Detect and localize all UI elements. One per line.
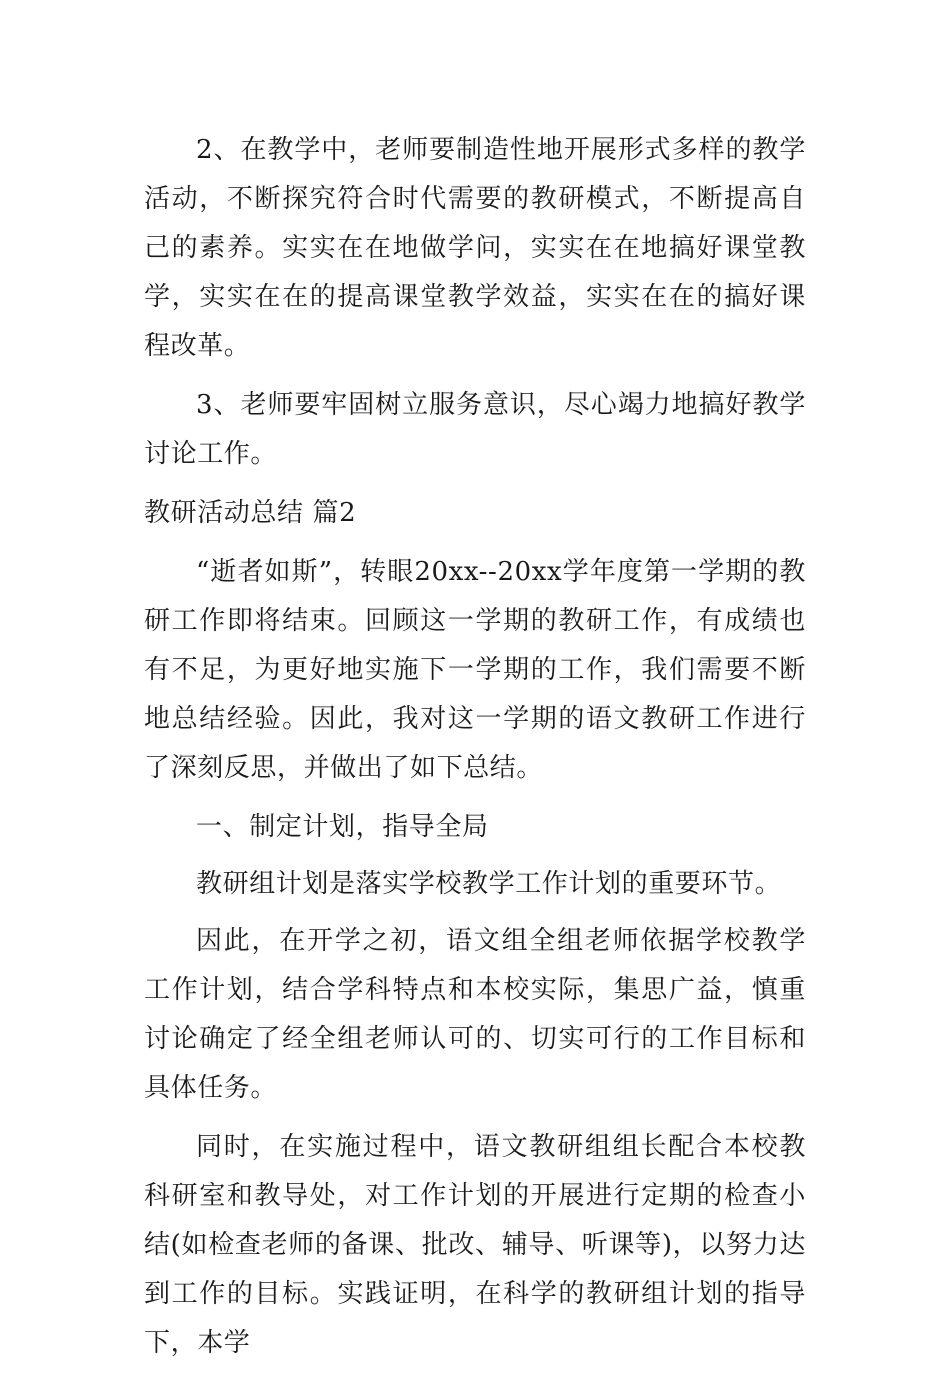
paragraph-item-2: 2、在教学中，老师要制造性地开展形式多样的教学活动，不断探究符合时代需要的教研模式，不断提高自己的素养。实实在在地做学问，实实在在地搞好课堂教学，实实在在的提高课堂教学效益，实实在在的搞好课程改革。 xyxy=(144,135,806,361)
paragraph-plan-importance: 教研组计划是落实学校教学工作计划的重要环节。 xyxy=(196,869,782,899)
subheading-plan: 一、制定计划，指导全局 xyxy=(196,812,489,842)
paragraph-item-3: 3、老师要牢固树立服务意识，尽心竭力地搞好教学讨论工作。 xyxy=(144,390,806,469)
paragraph-plan-making: 因此，在开学之初，语文组全组老师依据学校教学工作计划，结合学科特点和本校实际，集思广益，慎重讨论确定了经全组老师认可的、切实可行的工作目标和具体任务。 xyxy=(144,926,806,1103)
section-heading: 教研活动总结 篇2 xyxy=(144,498,357,528)
paragraph-plan-implementation: 同时，在实施过程中，语文教研组组长配合本校教科研室和教导处，对工作计划的开展进行定期的检查小结(如检查老师的备课、批改、辅导、听课等)，以努力达到工作的目标。实践证明，在科学的教研组计划的指导下，本学 xyxy=(144,1132,806,1358)
document-body xyxy=(144,126,806,1378)
intro-paragraph: “逝者如斯”，转眼20xx--20xx学年度第一学期的教研工作即将结束。回顾这一学期的教研工作，有成绩也有不足，为更好地实施下一学期的工作，我们需要不断地总结经验。因此，我对这一学期的语文教研工作进行了深刻反思，并做出了如下总结。 xyxy=(144,557,806,783)
